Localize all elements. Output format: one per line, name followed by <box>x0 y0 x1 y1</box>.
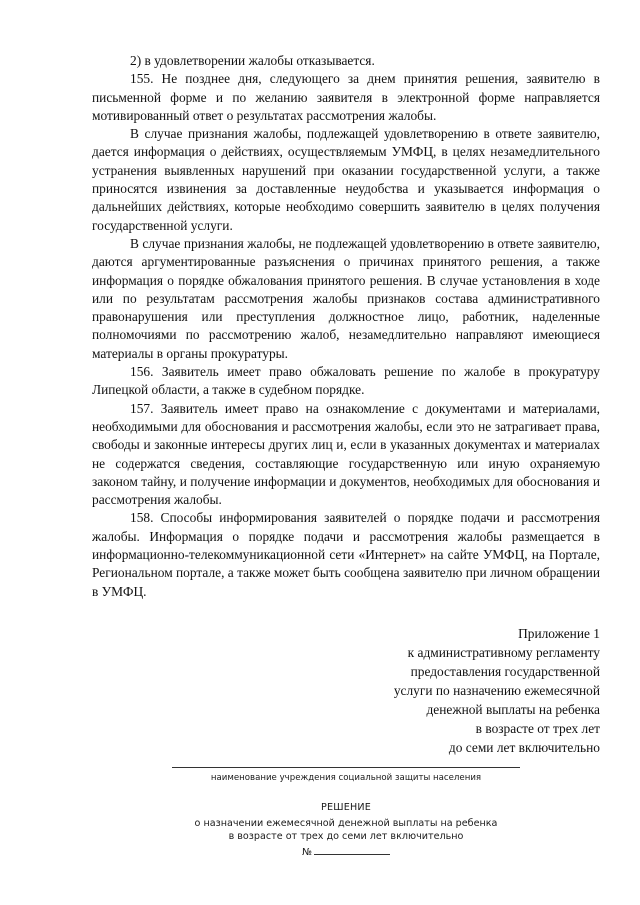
annex-line: в возрасте от трех лет <box>475 721 600 736</box>
paragraph-158: 158. Способы информирования заявителей о порядке подачи и рассмотрения жалобы. Информация о порядке подачи и рассмотрения жалобы размещается в информационно-телекоммуникационной сети «Интернет» на сайте УМФЦ, на Портале, Региональном портале, а также может быть сообщена заявителю при личном обращении в УМФЦ. <box>92 510 600 599</box>
number-blank-line <box>314 844 390 855</box>
regulation-body <box>92 52 600 601</box>
decision-number <box>92 844 600 859</box>
paragraph-157: 157. Заявитель имеет право на ознакомление с документами и материалами, необходимыми для обоснования и рассмотрения жалобы, если это не затрагивает права, свободы и законные интересы других лиц и, если в указанных документах и материалах не содержатся сведения, составляющие государственную или иную охраняемую законом тайну, и получение информации и документов, необходимых для обоснования и рассмотрения жалобы. <box>92 400 600 508</box>
paragraph-156: 156. Заявитель имеет право обжаловать решение по жалобе в прокуратуру Липецкой области, а также в судебном порядке. <box>92 364 600 398</box>
annex-line: к административному регламенту <box>407 645 600 660</box>
paragraph-155: 155. Не позднее дня, следующего за днем принятия решения, заявителю в письменной форме и по желанию заявителя в электронной форме направляется мотивированный ответ о результатах рассмотрения жалобы. <box>92 71 600 123</box>
decision-subtitle-line1: о назначении ежемесячной денежной выплаты на ребенка <box>194 818 498 829</box>
paragraph-complaint-satisfied: В случае признания жалобы, подлежащей удовлетворению в ответе заявителю, дается информация о действиях, осуществляемым УМФЦ, в целях незамедлительного устранения выявленных нарушений при оказании государственной услуги, а также приносятся извинения за доставленные неудобства и указывается информация о дальнейших действиях, которые необходимо совершить заявителю в целях получения государственной услуги. <box>92 126 600 233</box>
annex-line: услуги по назначению ежемесячной <box>393 683 600 698</box>
annex-heading <box>300 624 600 757</box>
annex-line: Приложение 1 <box>518 626 600 641</box>
annex-line: до семи лет включительно <box>448 740 600 755</box>
org-name-underline <box>172 767 520 768</box>
annex-line: денежной выплаты на ребенка <box>426 702 600 717</box>
number-label: № <box>302 847 312 858</box>
paragraph-refusal: 2) в удовлетворении жалобы отказывается. <box>130 53 375 68</box>
annex-line: предоставления государственной <box>410 664 600 679</box>
paragraph-complaint-rejected: В случае признания жалобы, не подлежащей удовлетворению в ответе заявителю, даются аргументированные разъяснения о причинах принятого решения, а также информация о порядке обжалования принятого решения. В случае установления в ходе или по результатам рассмотрения жалобы признаков состава административного правонарушения или преступления должностное лицо, работник, наделенные полномочиями по рассмотрению жалоб, незамедлительно направляют имеющиеся материалы в органы прокуратуры. <box>92 235 600 361</box>
decision-title: РЕШЕНИЕ <box>320 802 372 813</box>
org-name-caption: наименование учреждения социальной защиты населения <box>210 773 482 783</box>
decision-subtitle-line2: в возрасте от трех до семи лет включительно <box>228 831 464 842</box>
